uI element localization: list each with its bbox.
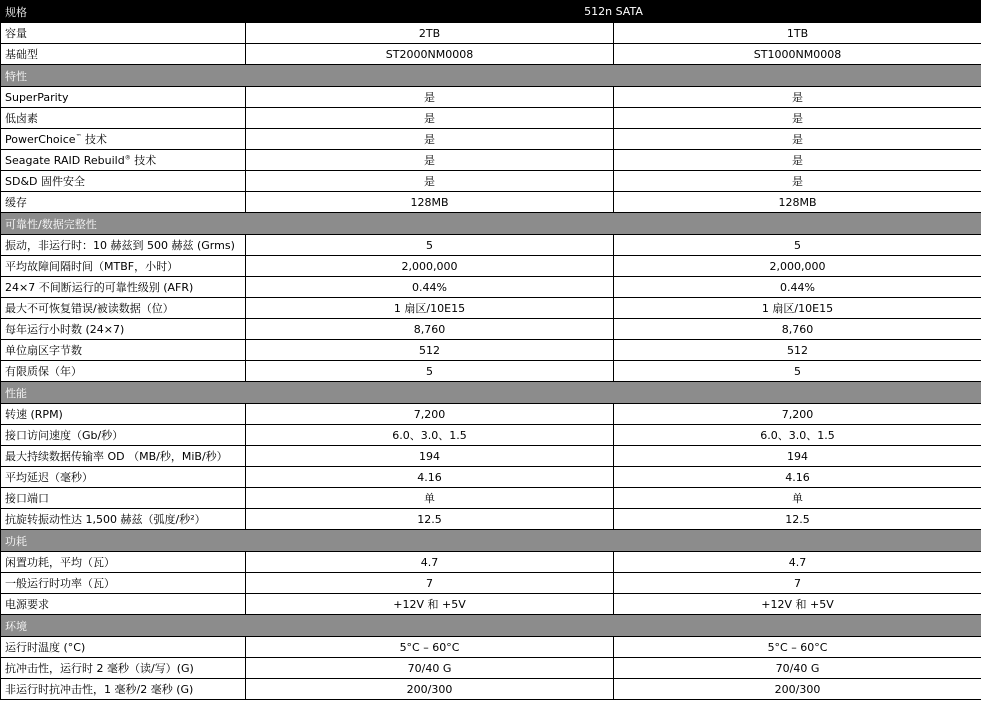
section-title: 环境 (1, 615, 981, 637)
table-row (1, 192, 981, 213)
row-label: 一般运行时功率（瓦） (1, 573, 246, 594)
table-row (1, 150, 981, 171)
row-label: 缓存 (1, 192, 246, 213)
value-1tb: 2,000,000 (614, 256, 981, 277)
value-2tb: 是 (246, 87, 614, 108)
value-2tb: 是 (246, 150, 614, 171)
value-2tb: ST2000NM0008 (246, 44, 614, 65)
row-label: 有限质保（年） (1, 361, 246, 382)
row-label: 抗冲击性，运行时 2 毫秒（读/写）(G) (1, 658, 246, 679)
value-1tb: 是 (614, 108, 981, 129)
value-1tb: 8,760 (614, 319, 981, 340)
row-label (1, 129, 246, 150)
value-2tb: 70/40 G (246, 658, 614, 679)
value-2tb: 8,760 (246, 319, 614, 340)
row-label: 闲置功耗，平均（瓦） (1, 552, 246, 573)
value-1tb: 512 (614, 340, 981, 361)
row-label: 接口端口 (1, 488, 246, 509)
trademark-mark: ® (124, 154, 131, 162)
row-label: 低卤素 (1, 108, 246, 129)
section-header-row (1, 615, 981, 637)
spec-table-body (1, 1, 981, 700)
row-label: 平均故障间隔时间（MTBF，小时） (1, 256, 246, 277)
table-row (1, 235, 981, 256)
value-2tb: 128MB (246, 192, 614, 213)
table-row (1, 594, 981, 615)
table-row (1, 467, 981, 488)
value-1tb: 5 (614, 361, 981, 382)
table-row (1, 637, 981, 658)
table-row (1, 425, 981, 446)
value-1tb: 1TB (614, 23, 981, 44)
table-row (1, 87, 981, 108)
trademark-mark: ™ (75, 133, 82, 141)
value-1tb: 5 (614, 235, 981, 256)
section-header-row (1, 65, 981, 87)
table-row (1, 256, 981, 277)
row-label: 容量 (1, 23, 246, 44)
value-1tb: 是 (614, 129, 981, 150)
row-label-suffix: 技术 (81, 133, 108, 146)
header-label: 规格 (1, 1, 246, 23)
value-1tb: 是 (614, 150, 981, 171)
value-2tb: 1 扇区/10E15 (246, 298, 614, 319)
section-title: 性能 (1, 382, 981, 404)
table-row (1, 404, 981, 425)
value-2tb: 7,200 (246, 404, 614, 425)
value-1tb: 4.7 (614, 552, 981, 573)
value-2tb: 512 (246, 340, 614, 361)
value-1tb: ST1000NM0008 (614, 44, 981, 65)
value-2tb: 5°C – 60°C (246, 637, 614, 658)
value-1tb: 1 扇区/10E15 (614, 298, 981, 319)
value-2tb: 0.44% (246, 277, 614, 298)
table-row (1, 298, 981, 319)
row-label (1, 150, 246, 171)
table-row (1, 679, 981, 700)
value-2tb: 194 (246, 446, 614, 467)
table-row (1, 44, 981, 65)
value-1tb: 是 (614, 87, 981, 108)
value-2tb: 5 (246, 235, 614, 256)
value-2tb: 4.7 (246, 552, 614, 573)
value-1tb: 128MB (614, 192, 981, 213)
table-row (1, 361, 981, 382)
section-title: 可靠性/数据完整性 (1, 213, 981, 235)
row-label: 电源要求 (1, 594, 246, 615)
value-1tb: 4.16 (614, 467, 981, 488)
table-row (1, 108, 981, 129)
row-label: 接口访问速度（Gb/秒） (1, 425, 246, 446)
value-1tb: 单 (614, 488, 981, 509)
table-row (1, 552, 981, 573)
row-label: SD&D 固件安全 (1, 171, 246, 192)
table-row (1, 509, 981, 530)
row-label: 24×7 不间断运行的可靠性级别 (AFR) (1, 277, 246, 298)
table-row (1, 573, 981, 594)
row-label: 抗旋转振动性达 1,500 赫兹（弧度/秒²） (1, 509, 246, 530)
value-2tb: 是 (246, 129, 614, 150)
table-row (1, 319, 981, 340)
table-row (1, 488, 981, 509)
row-label: 平均延迟（毫秒） (1, 467, 246, 488)
table-row (1, 277, 981, 298)
value-1tb: 194 (614, 446, 981, 467)
value-2tb: 200/300 (246, 679, 614, 700)
section-header-row (1, 530, 981, 552)
value-2tb: 4.16 (246, 467, 614, 488)
value-1tb: 0.44% (614, 277, 981, 298)
value-2tb: 5 (246, 361, 614, 382)
value-1tb: 6.0、3.0、1.5 (614, 425, 981, 446)
table-row (1, 129, 981, 150)
value-1tb: 7,200 (614, 404, 981, 425)
row-label: 转速 (RPM) (1, 404, 246, 425)
table-row (1, 446, 981, 467)
value-1tb: 5°C – 60°C (614, 637, 981, 658)
table-row (1, 171, 981, 192)
value-1tb: 12.5 (614, 509, 981, 530)
value-2tb: +12V 和 +5V (246, 594, 614, 615)
row-label: 振动，非运行时：10 赫兹到 500 赫兹 (Grms) (1, 235, 246, 256)
value-1tb: 200/300 (614, 679, 981, 700)
value-2tb: 7 (246, 573, 614, 594)
row-label: 基础型 (1, 44, 246, 65)
value-1tb: 7 (614, 573, 981, 594)
section-header-row (1, 213, 981, 235)
value-1tb: 70/40 G (614, 658, 981, 679)
row-label: 每年运行小时数 (24×7) (1, 319, 246, 340)
value-2tb: 12.5 (246, 509, 614, 530)
header-value: 512n SATA (246, 1, 981, 23)
row-label: 运行时温度 (°C) (1, 637, 246, 658)
row-label-text: PowerChoice (5, 133, 76, 146)
section-title: 功耗 (1, 530, 981, 552)
section-title: 特性 (1, 65, 981, 87)
value-2tb: 2TB (246, 23, 614, 44)
row-label-text: Seagate RAID Rebuild (5, 154, 125, 167)
section-header-row (1, 382, 981, 404)
table-row (1, 658, 981, 679)
row-label-suffix: 技术 (130, 154, 157, 167)
value-2tb: 6.0、3.0、1.5 (246, 425, 614, 446)
table-row (1, 340, 981, 361)
value-1tb: +12V 和 +5V (614, 594, 981, 615)
row-label: 最大持续数据传输率 OD （MB/秒，MiB/秒） (1, 446, 246, 467)
value-2tb: 单 (246, 488, 614, 509)
value-1tb: 是 (614, 171, 981, 192)
row-label: 最大不可恢复错误/被读数据（位） (1, 298, 246, 319)
row-label: 非运行时抗冲击性，1 毫秒/2 毫秒 (G) (1, 679, 246, 700)
row-label: SuperParity (1, 87, 246, 108)
table-header-row (1, 1, 981, 23)
row-label: 单位扇区字节数 (1, 340, 246, 361)
value-2tb: 2,000,000 (246, 256, 614, 277)
value-2tb: 是 (246, 108, 614, 129)
value-2tb: 是 (246, 171, 614, 192)
table-row (1, 23, 981, 44)
